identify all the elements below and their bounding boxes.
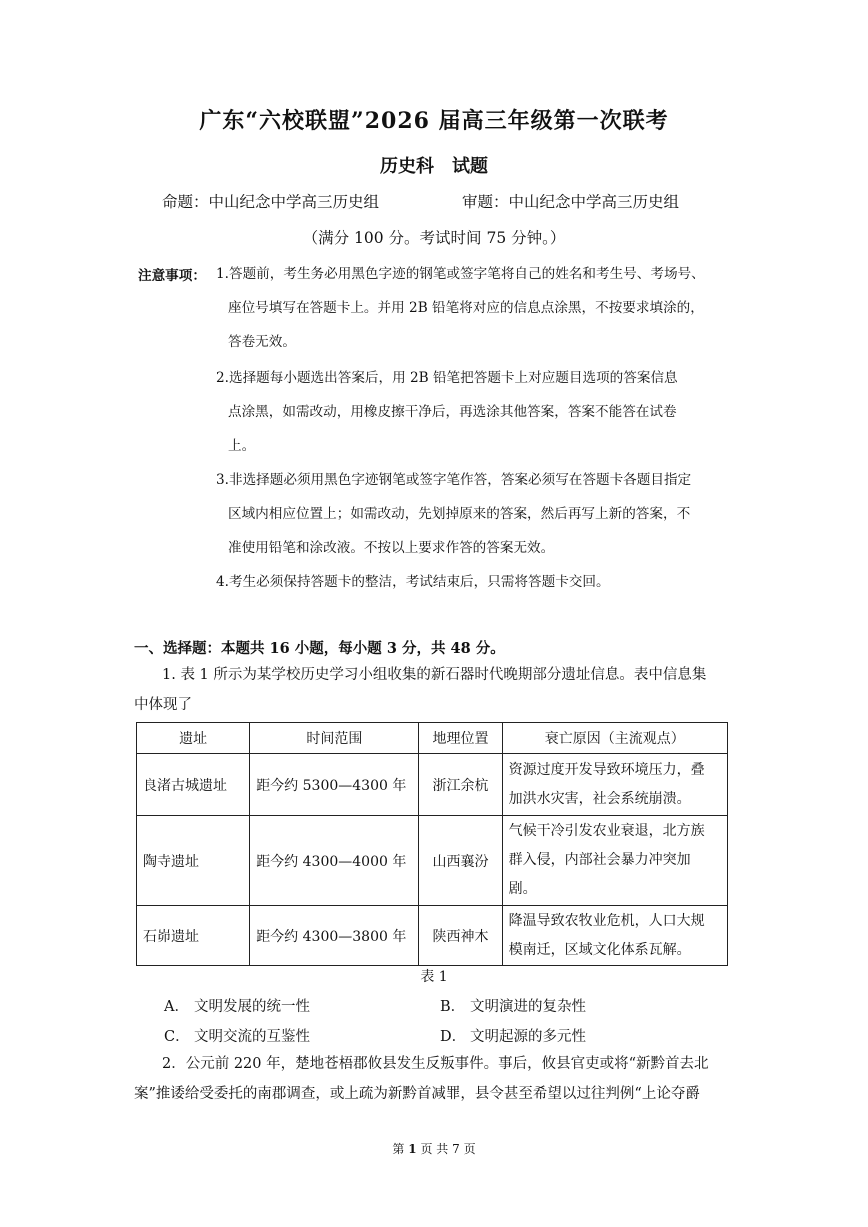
table-header-cell: 时间范围 xyxy=(250,723,419,754)
footer-prefix: 第 xyxy=(392,1142,405,1156)
table-cell-reason xyxy=(502,906,727,966)
table-header-cell: 衰亡原因（主流观点） xyxy=(502,723,727,754)
table-cell-reason xyxy=(502,816,727,906)
page-total: 7 xyxy=(452,1142,460,1156)
table-header-cell: 遗址 xyxy=(137,723,250,754)
note-line: 座位号填写在答题卡上。并用 2B 铅笔将对应的信息点涂黑，不按要求填涂的， xyxy=(228,300,704,316)
note-item-1 xyxy=(216,264,716,366)
table-cell-time: 距今约 5300—4300 年 xyxy=(250,754,419,816)
option-d xyxy=(440,1025,586,1046)
note-line: 点涂黑，如需改动，用橡皮擦干净后，再选涂其他答案，答案不能答在试卷 xyxy=(228,404,677,420)
note-line: 3.非选择题必须用黑色字迹钢笔或签字笔作答，答案必须写在答题卡各题目指定 xyxy=(216,472,692,488)
reason-line: 群入侵，内部社会暴力冲突加 xyxy=(508,852,691,868)
note-line: 4.考生必须保持答题卡的整洁，考试结束后，只需将答题卡交回。 xyxy=(216,574,610,590)
table-header-cell: 地理位置 xyxy=(419,723,502,754)
reason-line: 资源过度开发导致环境压力，叠 xyxy=(508,761,705,778)
option-letter: D． xyxy=(440,1029,467,1045)
table-row xyxy=(137,906,728,966)
option-text: 文明发展的统一性 xyxy=(194,999,310,1015)
exam-title: 广东“六校联盟”2026 届高三年级第一次联考 xyxy=(199,108,669,134)
note-line: 上。 xyxy=(228,438,256,454)
score-line: （满分 100 分。考试时间 75 分钟。） xyxy=(302,229,566,247)
table-cell-site: 陶寺遗址 xyxy=(137,816,250,906)
table-cell-place: 山西襄汾 xyxy=(419,816,502,906)
notes-label: 注意事项： xyxy=(138,268,206,284)
note-line: 2.选择题每小题选出答案后，用 2B 铅笔把答题卡上对应题目选项的答案信息 xyxy=(216,370,678,386)
footer-middle: 页 共 xyxy=(420,1142,449,1156)
question-2-line-2: 案”推诿给受委托的南郡调查，或上疏为新黔首减罪，县令甚至希望以过往判例“上论夺爵 xyxy=(134,1086,700,1102)
note-line: 答卷无效。 xyxy=(228,334,296,350)
note-item-4 xyxy=(216,572,716,606)
option-c xyxy=(164,1025,310,1046)
option-text: 文明起源的多元性 xyxy=(470,1029,586,1045)
note-line: 1.答题前，考生务必用黑色字迹的钢笔或签字笔将自己的姓名和考生号、考场号、 xyxy=(216,266,705,282)
table-cell-reason xyxy=(502,754,727,816)
table-header-row xyxy=(137,723,728,754)
option-text: 文明演进的复杂性 xyxy=(470,999,586,1015)
question-1-line-2: 中体现了 xyxy=(134,697,192,713)
table-row xyxy=(137,754,728,816)
note-item-3 xyxy=(216,470,716,572)
option-text: 文明交流的互鉴性 xyxy=(194,1029,310,1045)
note-line: 区域内相应位置上；如需改动，先划掉原来的答案，然后再写上新的答案，不 xyxy=(228,506,691,522)
table-cell-place: 浙江余杭 xyxy=(419,754,502,816)
question-1-line-1: 1. 表 1 所示为某学校历史学习小组收集的新石器时代晚期部分遗址信息。表中信息集 xyxy=(162,667,707,683)
table-cell-place: 陕西神木 xyxy=(419,906,502,966)
author-left: 命题：中山纪念中学高三历史组 xyxy=(162,193,380,211)
option-letter: A． xyxy=(164,999,189,1015)
author-right: 审题：中山纪念中学高三历史组 xyxy=(462,193,680,211)
page-footer xyxy=(0,1140,868,1157)
sites-table xyxy=(136,722,728,966)
table-cell-site: 良渚古城遗址 xyxy=(137,754,250,816)
question-2-line-1: 2．公元前 220 年，楚地苍梧郡攸县发生反叛事件。事后，攸县官吏或将“新黔首去北 xyxy=(162,1056,709,1072)
table-cell-site: 石峁遗址 xyxy=(137,906,250,966)
table-row xyxy=(137,816,728,906)
option-letter: B． xyxy=(440,999,466,1015)
option-letter: C． xyxy=(164,1029,190,1045)
option-b xyxy=(440,995,586,1016)
table-cell-time: 距今约 4300—4000 年 xyxy=(250,816,419,906)
reason-line: 剧。 xyxy=(508,881,537,897)
reason-line: 气候干冷引发农业衰退，北方族 xyxy=(508,823,705,839)
option-a xyxy=(164,995,310,1016)
table-caption: 表 1 xyxy=(420,969,448,985)
note-line: 准使用铅笔和涂改液。不按以上要求作答的答案无效。 xyxy=(228,540,555,556)
note-item-2 xyxy=(216,368,716,470)
reason-line: 加洪水灾害，社会系统崩溃。 xyxy=(508,790,691,807)
page-number: 1 xyxy=(408,1142,417,1156)
footer-suffix: 页 xyxy=(463,1142,476,1156)
reason-line: 模南迁，区域文化体系瓦解。 xyxy=(508,941,691,958)
table-cell-time: 距今约 4300—3800 年 xyxy=(250,906,419,966)
reason-line: 降温导致农牧业危机，人口大规 xyxy=(508,912,705,929)
exam-subtitle: 历史科 试题 xyxy=(380,156,488,177)
section-heading: 一、选择题：本题共 16 小题，每小题 3 分，共 48 分。 xyxy=(134,640,505,657)
